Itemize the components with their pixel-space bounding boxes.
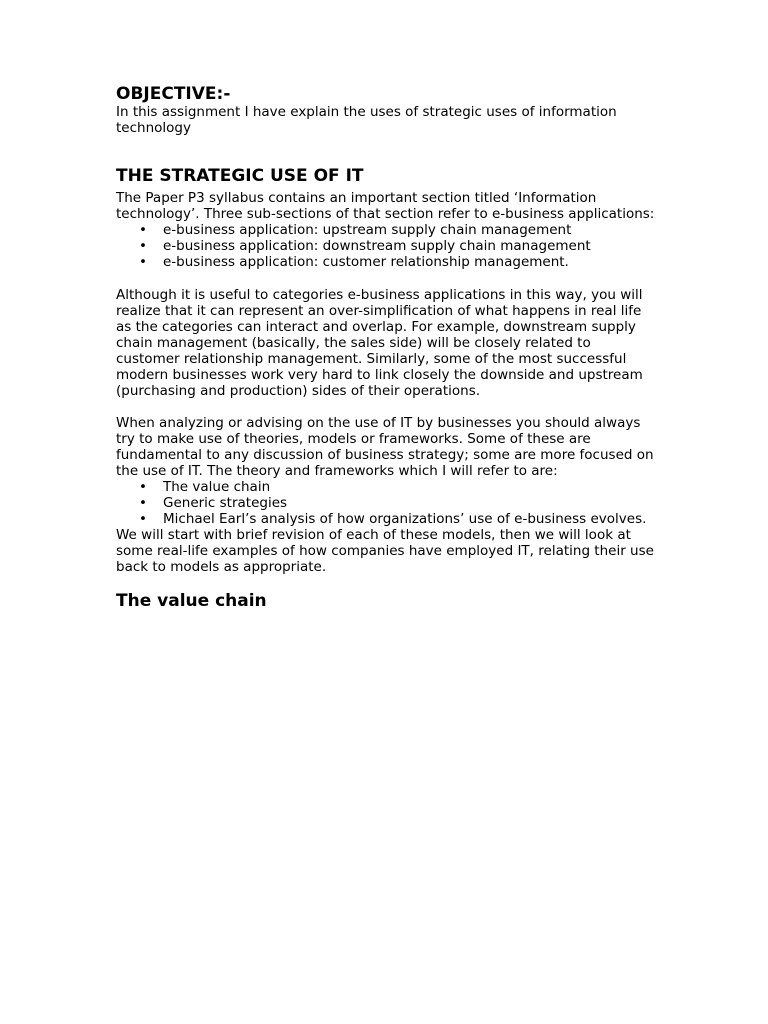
list-item	[116, 222, 656, 238]
bullet-icon: •	[139, 511, 147, 527]
list-item-text: e-business application: upstream supply chain management	[163, 222, 572, 238]
bullet-icon: •	[139, 254, 147, 270]
bullet-icon: •	[139, 222, 147, 238]
bullet-icon: •	[139, 238, 147, 254]
bullet-icon: •	[139, 479, 147, 495]
list-item-text: e-business application: customer relationship management.	[163, 254, 569, 270]
list-item	[116, 479, 656, 495]
list-item	[116, 254, 656, 270]
list-item	[116, 511, 656, 527]
application-list	[116, 222, 656, 270]
document-page	[116, 84, 656, 611]
list-item-text: e-business application: downstream supply chain management	[163, 238, 591, 254]
syllabus-intro: The Paper P3 syllabus contains an important section titled ‘Information technology’. Three sub-sections of that section refer to e-business applications:	[116, 190, 655, 222]
revision-paragraph: We will start with brief revision of each of these models, then we will look at some real-life examples of how companies have employed IT, relating their use back to models as appropriate.	[116, 527, 654, 575]
bullet-icon: •	[139, 495, 147, 511]
categories-paragraph: Although it is useful to categories e-business applications in this way, you will realize that it can represent an over-simplification of what happens in real life as the categories can interact and overlap. For example, downstream supply chain management (basically, the sales side) will be closely related to customer relationship management. Similarly, some of the most successful modern businesses work very hard to link closely the downside and upstream (purchasing and production) sides of their operations.	[116, 287, 643, 399]
frameworks-paragraph: When analyzing or advising on the use of IT by businesses you should always try to make use of theories, models or frameworks. Some of these are fundamental to any discussion of business strategy; some are more focused on the use of IT. The theory and frameworks which I will refer to are:	[116, 415, 654, 479]
value-chain-heading: The value chain	[116, 591, 267, 611]
objective-text: In this assignment I have explain the uses of strategic uses of information technology	[116, 104, 617, 136]
list-item-text: Michael Earl’s analysis of how organizations’ use of e-business evolves.	[163, 511, 647, 527]
objective-heading: OBJECTIVE:-	[116, 84, 231, 104]
models-list	[116, 479, 656, 527]
list-item	[116, 238, 656, 254]
list-item	[116, 495, 656, 511]
strategic-use-heading: THE STRATEGIC USE OF IT	[116, 166, 364, 186]
list-item-text: The value chain	[163, 479, 271, 495]
list-item-text: Generic strategies	[163, 495, 288, 511]
